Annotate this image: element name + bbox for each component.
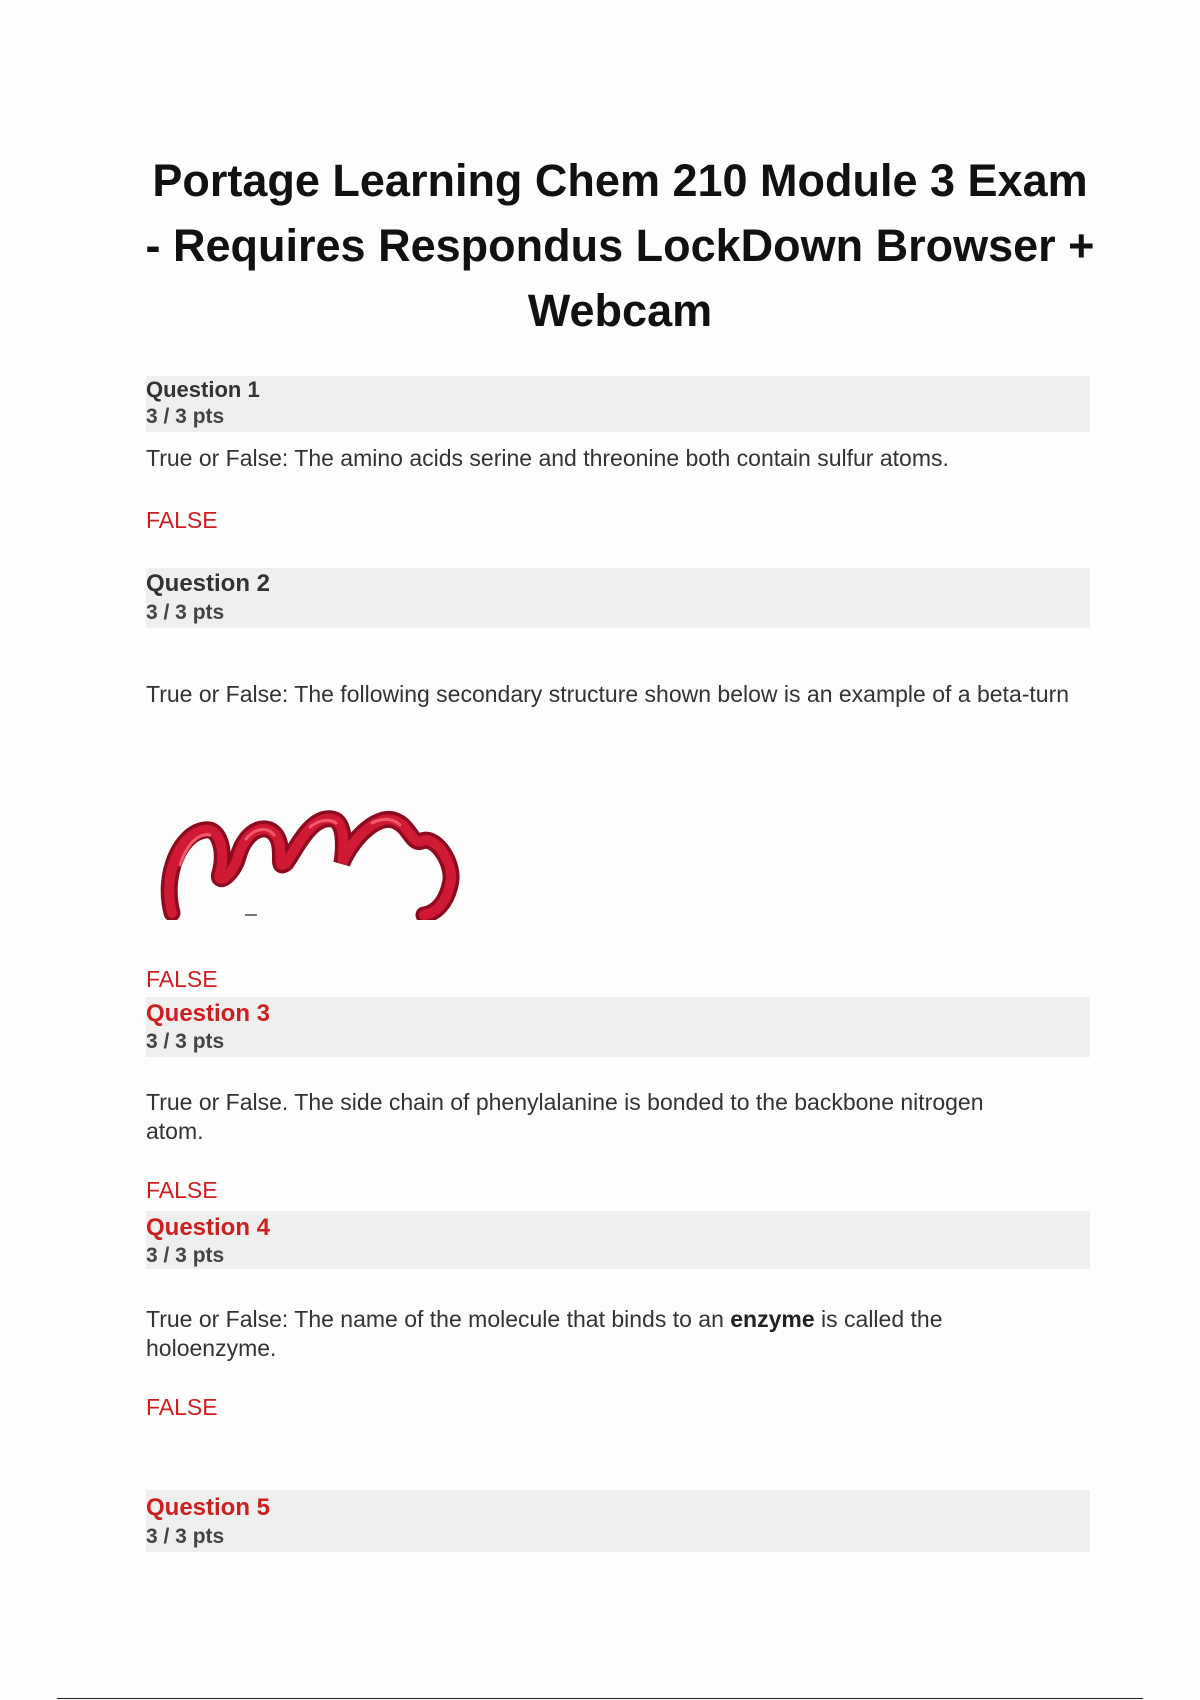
question-2-points: 3 / 3 pts	[146, 601, 225, 624]
question-2-text: True or False: The following secondary structure shown below is an example of a beta-turn	[146, 681, 1070, 707]
question-3-label: Question 3	[146, 1000, 271, 1027]
question-2-answer: FALSE	[146, 966, 218, 992]
question-4-text-bold: enzyme	[730, 1306, 815, 1332]
question-1-header	[146, 376, 1090, 432]
question-4-text	[146, 1305, 1006, 1363]
question-5-points: 3 / 3 pts	[146, 1525, 225, 1548]
question-4-text-start: True or False: The name of the molecule that binds to an	[146, 1306, 731, 1332]
question-3-answer: FALSE	[146, 1177, 218, 1203]
question-2-header	[146, 568, 1090, 628]
question-5-header	[146, 1490, 1090, 1552]
question-4-text-end: is called the holoenzyme.	[146, 1306, 943, 1361]
question-4-header	[146, 1211, 1090, 1269]
question-1-answer: FALSE	[146, 507, 218, 533]
page-bottom-rule	[57, 1698, 1143, 1699]
question-3-header	[146, 997, 1090, 1057]
question-4-points: 3 / 3 pts	[146, 1244, 225, 1267]
question-4-answer: FALSE	[146, 1394, 218, 1420]
question-3-points: 3 / 3 pts	[146, 1030, 225, 1053]
question-1-points: 3 / 3 pts	[146, 405, 225, 428]
question-2-label: Question 2	[146, 570, 271, 597]
question-1-text: True or False: The amino acids serine and threonine both contain sulfur atoms.	[146, 445, 949, 471]
question-1-label: Question 1	[146, 377, 260, 402]
question-3-text: True or False. The side chain of phenylalanine is bonded to the backbone nitrogen atom.	[146, 1089, 984, 1144]
alpha-helix-ribbon-image	[160, 805, 460, 920]
document-title: Portage Learning Chem 210 Module 3 Exam - Requires Respondus LockDown Browser + Webcam	[145, 155, 1095, 336]
question-4-label: Question 4	[146, 1214, 271, 1241]
question-5-label: Question 5	[146, 1494, 271, 1521]
